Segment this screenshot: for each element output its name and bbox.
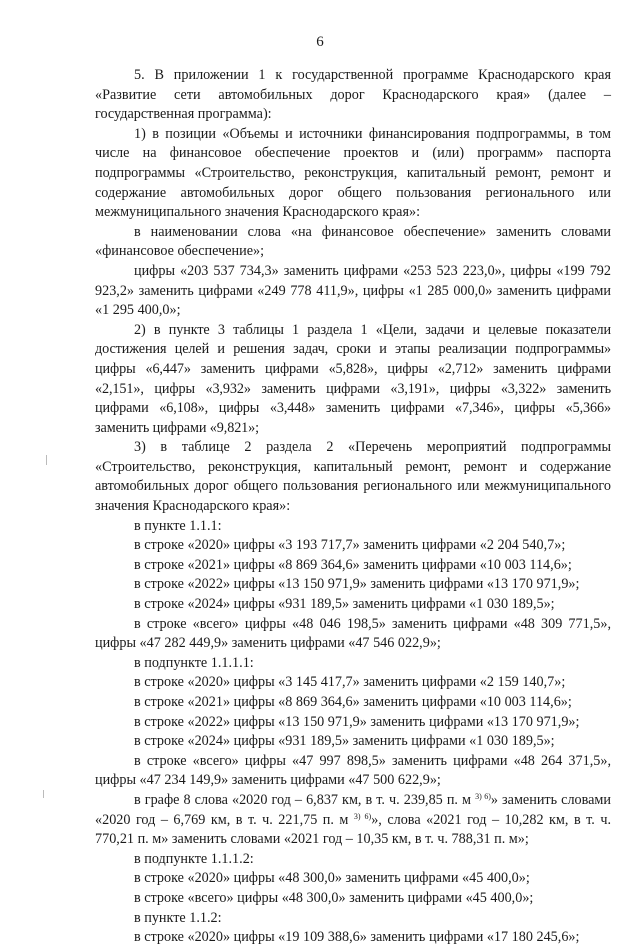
paragraph: в строке «2024» цифры «931 189,5» заменить цифрами «1 030 189,5»; — [134, 733, 555, 750]
paragraph: в строке «всего» цифры «48 046 198,5» заменить цифрами «48 309 771,5», цифры «47 282 449,9» заменить цифрами «47 546 022,9»; — [95, 615, 611, 652]
paragraph: в строке «2022» цифры «13 150 971,9» заменить цифрами «13 170 971,9»; — [134, 713, 580, 730]
paragraph: в пункте 1.1.1: — [134, 517, 222, 534]
footnote-ref: 3) 6) — [475, 791, 491, 801]
paragraph-text: в графе 8 слова «2020 год – 6,837 км, в т. ч. 239,85 п. м — [134, 791, 476, 808]
paragraph: в строке «2021» цифры «8 869 364,6» заменить цифрами «10 003 114,6»; — [134, 556, 572, 573]
paragraph: 3) в таблице 2 раздела 2 «Перечень мероприятий подпрограммы «Строительство, реконструкция, капитальный ремонт, ремонт и содержание автомобильных дорог общего пользования регионального или межмуниципального значения Краснодарского края»: — [95, 439, 611, 515]
paragraph: в строке «2020» цифры «3 145 417,7» заменить цифрами «2 159 140,7»; — [134, 674, 566, 691]
paragraph: 2) в пункте 3 таблицы 1 раздела 1 «Цели, задачи и целевые показатели достижения целей и решения задач, сроки и этапы реализации подпрограммы» цифры «6,447» заменить цифрами «5,828», цифры «2,712» заменить цифрами «2,151», цифры «3,932» заменить цифрами «3,191», цифры «3,322» заменить цифрами «6,108», цифры «3,448» заменить цифрами «7,346», цифры «5,366» заменить цифрами «9,821»; — [95, 321, 611, 436]
scan-mark — [43, 790, 44, 798]
paragraph: в пункте 1.1.2: — [134, 909, 222, 926]
page-number: 6 — [316, 34, 324, 50]
paragraph: 5. В приложении 1 к государственной программе Краснодарского края «Развитие сети автомобильных дорог Краснодарского края» (далее – государственная программа): — [95, 67, 611, 123]
paragraph: цифры «203 537 734,3» заменить цифрами «253 523 223,0», цифры «199 792 923,2» заменить цифрами «249 778 411,9», цифры «1 285 000,0» заменить цифрами «1 295 400,0»; — [95, 262, 611, 319]
paragraph-text: », слова «2021 год – 10,282 км, в т. ч. 770,21 п. м» заменить словами «2021 год – 10,35 км, в т. ч. 788,31 п. м»; — [95, 811, 612, 848]
document-body — [95, 66, 611, 948]
paragraph: в строке «2020» цифры «48 300,0» заменить цифрами «45 400,0»; — [134, 870, 530, 887]
paragraph: 1) в позиции «Объемы и источники финансирования подпрограммы, в том числе на финансовое обеспечение проектов и (или) программ» паспорта подпрограммы «Строительство, реконструкция, капитальный ремонт, ремонт и содержание автомобильных дорог общего пользования регионального или межмуниципального значения Краснодарского края»: — [95, 125, 611, 221]
paragraph: в подпункте 1.1.1.2: — [134, 850, 254, 867]
paragraph: в строке «всего» цифры «48 300,0» заменить цифрами «45 400,0»; — [134, 889, 534, 906]
footnote-ref: 3) 6) — [353, 811, 372, 821]
paragraph: в строке «2024» цифры «931 189,5» заменить цифрами «1 030 189,5»; — [134, 596, 555, 613]
paragraph — [95, 791, 611, 850]
paragraph: в наименовании слова «на финансовое обеспечение» заменить словами «финансовое обеспечение»; — [95, 223, 611, 260]
paragraph-text: » заменить словами «2020 год – 6,769 км, в т. ч. 221,75 п. м — [95, 791, 611, 828]
paragraph: в строке «2022» цифры «13 150 971,9» заменить цифрами «13 170 971,9»; — [134, 576, 580, 593]
scan-mark — [46, 455, 47, 465]
paragraph: в строке «всего» цифры «47 997 898,5» заменить цифрами «48 264 371,5», цифры «47 234 149,9» заменить цифрами «47 500 622,9»; — [95, 752, 611, 789]
paragraph: в строке «2021» цифры «8 869 364,6» заменить цифрами «10 003 114,6»; — [134, 694, 572, 710]
paragraph: в строке «2020» цифры «19 109 388,6» заменить цифрами «17 180 245,6»; — [134, 929, 580, 946]
paragraph: в подпункте 1.1.1.1: — [134, 654, 254, 671]
paragraph: в строке «2020» цифры «3 193 717,7» заменить цифрами «2 204 540,7»; — [134, 537, 566, 554]
